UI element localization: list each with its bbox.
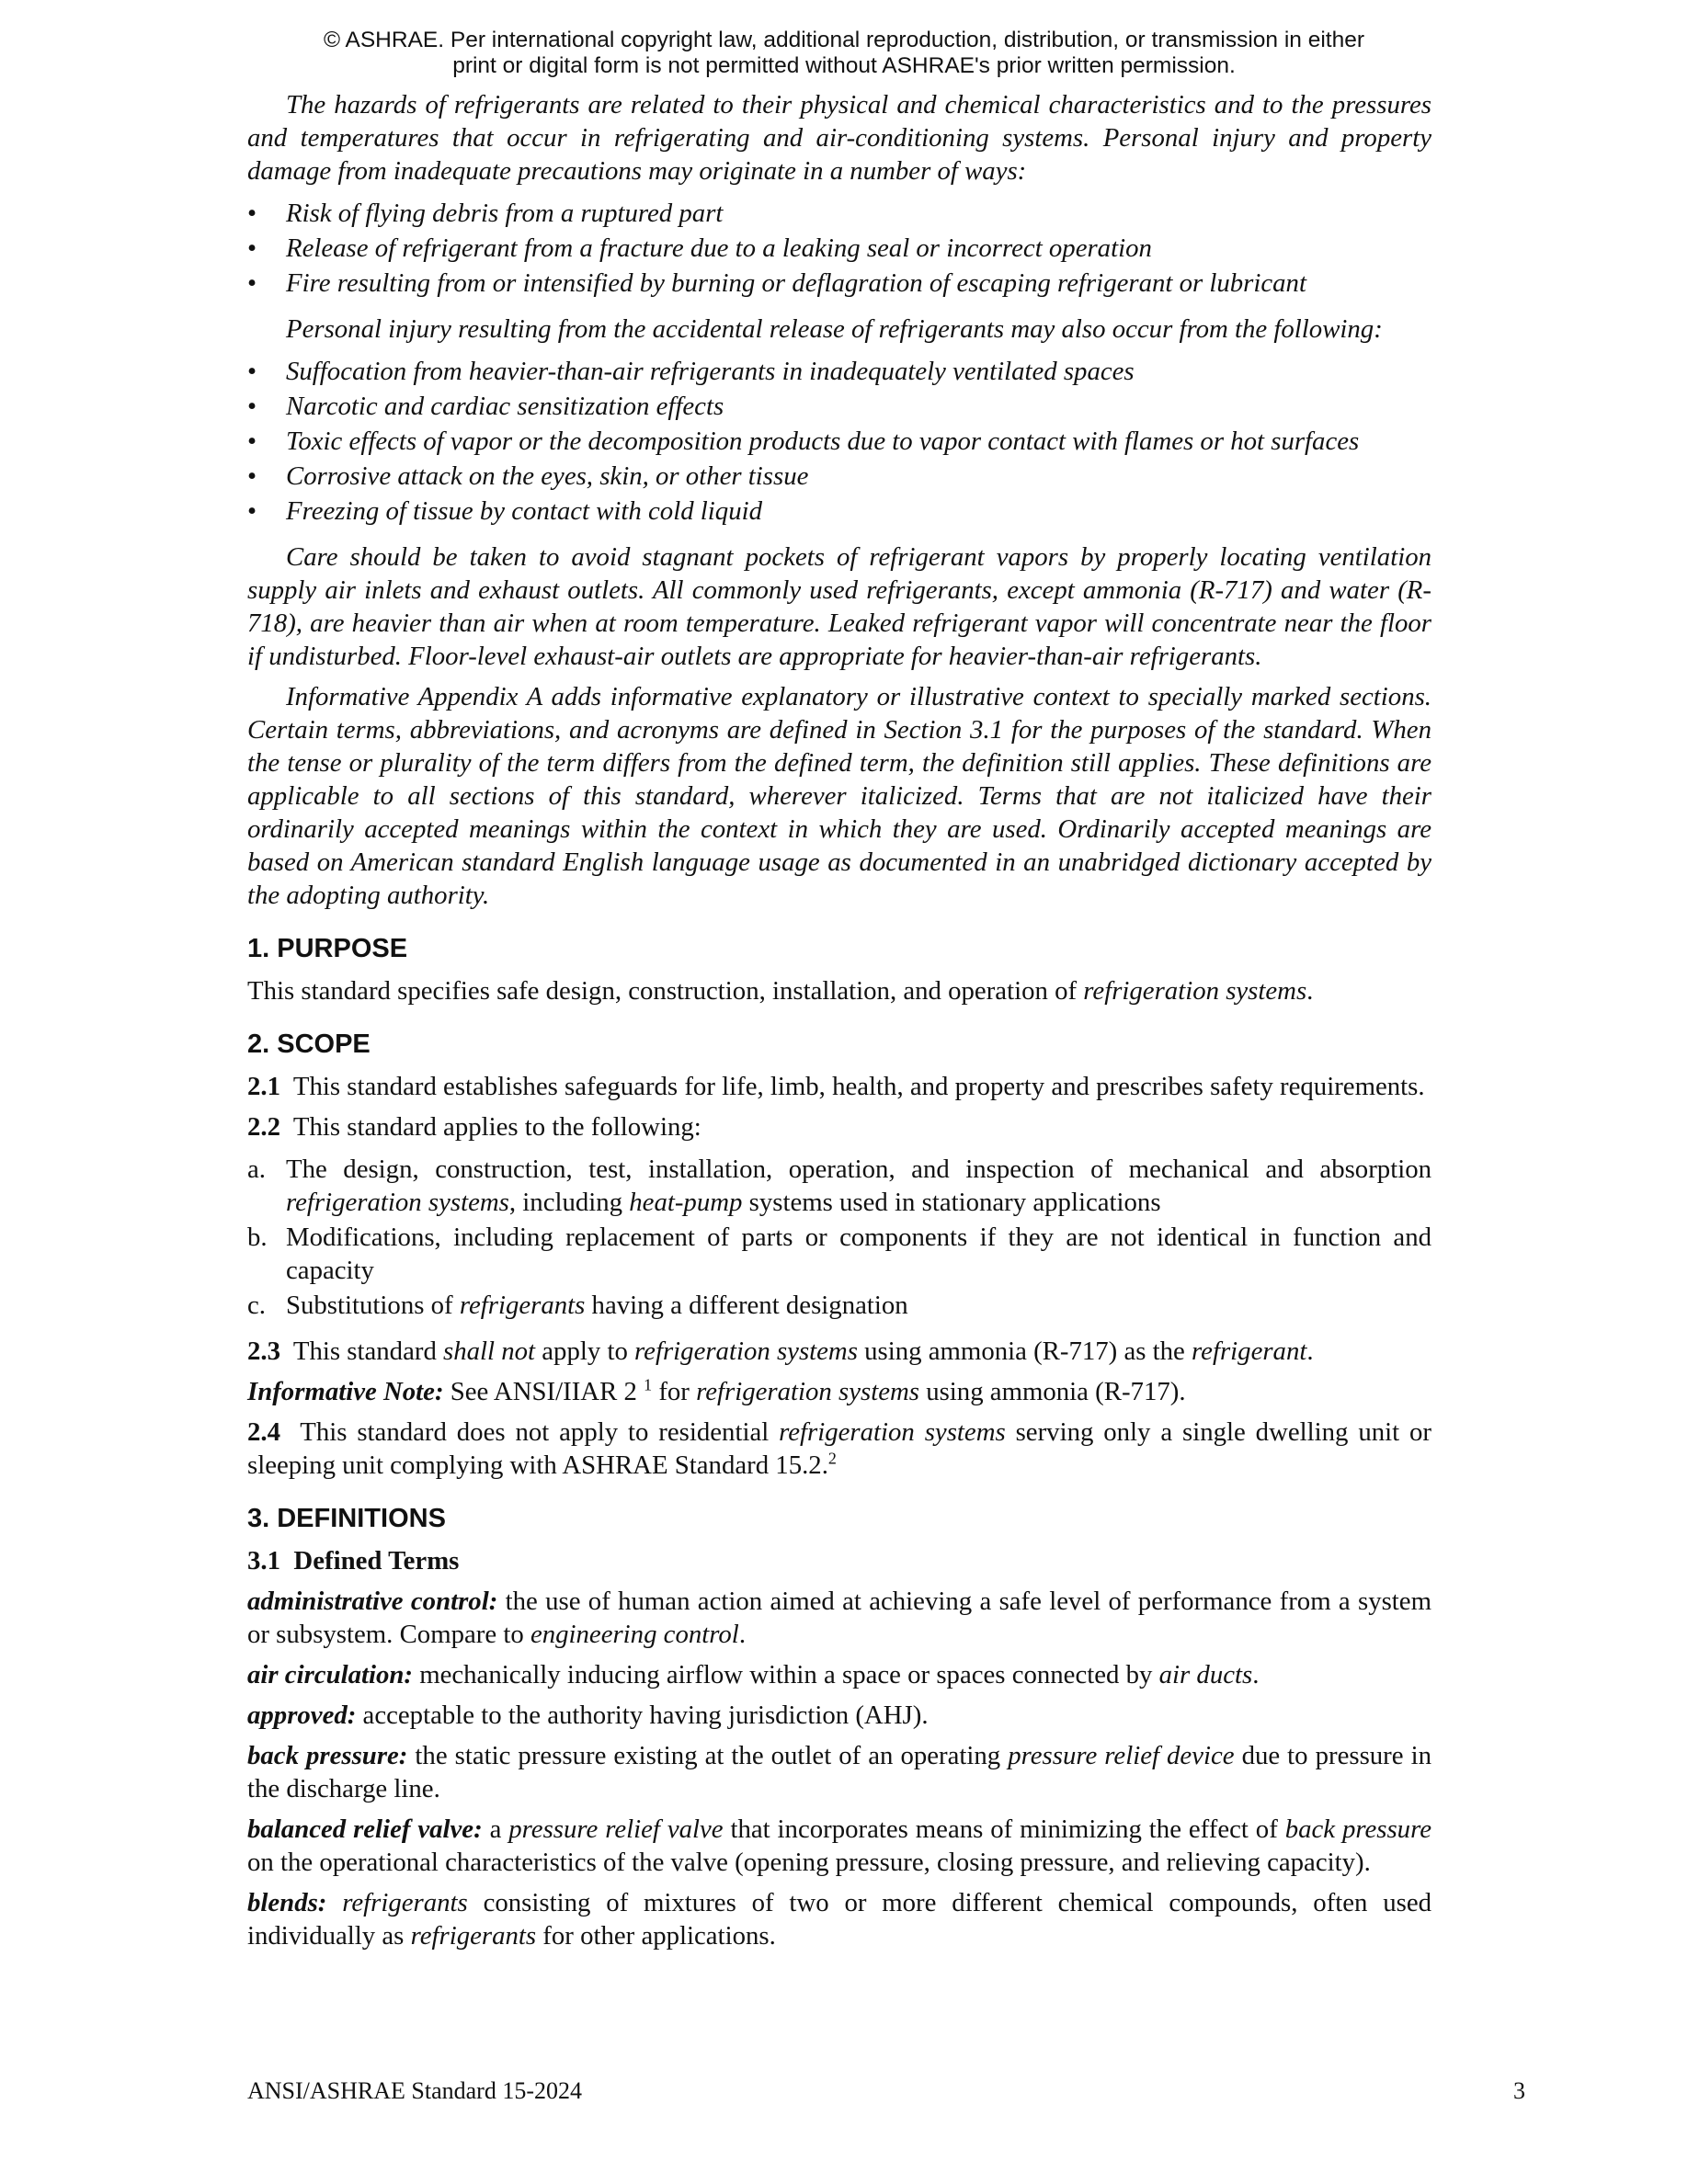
section-heading-scope: 2. SCOPE — [247, 1029, 371, 1059]
clause-2-1 — [247, 1070, 1431, 1103]
text-run: consisting of mixtures of two or more different chemical compounds, often used individually as — [247, 1888, 1432, 1951]
list-item — [247, 1221, 1431, 1287]
clause-text: This standard applies to the following: — [292, 1112, 701, 1142]
text-run: mechanically inducing airflow within a space or spaces connected by — [413, 1660, 1159, 1689]
footnote-ref[interactable]: 2 — [827, 1449, 837, 1468]
text-run — [326, 1888, 342, 1917]
bullet-marker: • — [247, 461, 257, 491]
clause-number: 2.2 — [247, 1112, 280, 1142]
text-run: for — [652, 1377, 697, 1406]
definition-blends — [247, 1886, 1431, 1952]
text-run: having a different designation — [585, 1291, 908, 1320]
foreword-intro — [247, 88, 1431, 912]
list-item — [247, 460, 1431, 493]
bullet-marker: • — [247, 496, 257, 526]
clause-number: 2.1 — [247, 1072, 280, 1101]
list-item — [247, 232, 1431, 265]
hazard-list — [247, 197, 1431, 300]
clause-text: This standard establishes safeguards for life, limb, health, and property and prescribes safety requirements. — [292, 1072, 1425, 1101]
text-run: . — [738, 1620, 747, 1649]
text-run: acceptable to the authority having jurisdiction (AHJ). — [356, 1701, 929, 1730]
bullet-marker: • — [247, 268, 257, 298]
text-run: a — [482, 1814, 509, 1844]
list-item — [247, 197, 1431, 230]
injury-list — [247, 355, 1431, 528]
text-run: Modifications, including replacement of parts or components if they are not identical in function and capacity — [286, 1223, 1431, 1285]
definition-air-circulation — [247, 1658, 1431, 1691]
list-item-text: Corrosive attack on the eyes, skin, or other tissue — [286, 461, 809, 491]
list-item-text: Freezing of tissue by contact with cold liquid — [286, 496, 763, 526]
defined-term: refrigerants — [410, 1921, 537, 1951]
clause-number: 2.4 — [247, 1417, 280, 1447]
text-run: . — [1252, 1660, 1260, 1689]
text-run: the static pressure existing at the outlet of an operating — [407, 1741, 1009, 1770]
text-run: that incorporates means of minimizing the effect of — [723, 1814, 1285, 1844]
note-label: Informative Note: — [247, 1377, 444, 1406]
term: administrative control: — [247, 1587, 498, 1616]
defined-term: refrigeration systems — [696, 1377, 919, 1406]
list-item — [247, 495, 1431, 528]
bullet-marker: • — [247, 392, 257, 421]
intro-paragraph-2: Personal injury resulting from the accidental release of refrigerants may also occur from the following: — [286, 314, 1383, 344]
defined-term: heat-pump — [629, 1188, 743, 1217]
scope-list — [247, 1153, 1431, 1322]
definition-back-pressure — [247, 1739, 1431, 1805]
text-run: . — [1306, 976, 1314, 1006]
text-run: . — [1306, 1337, 1314, 1366]
text-run: systems used in stationary applications — [742, 1188, 1161, 1217]
definition-administrative-control — [247, 1585, 1431, 1651]
list-item — [247, 1153, 1431, 1219]
list-item-text: Suffocation from heavier-than-air refrigerants in inadequately ventilated spaces — [286, 357, 1135, 386]
definition-approved — [247, 1699, 1431, 1732]
list-item — [247, 1289, 1431, 1322]
bullet-marker: • — [247, 357, 257, 386]
text-run: the use of human action aimed at achieving a safe level of performance from a system or subsystem. Compare to — [247, 1587, 1431, 1649]
text-run: using ammonia (R-717) as the — [857, 1337, 1192, 1366]
clause-2-2 — [247, 1110, 1431, 1143]
intro-paragraph-4: Informative Appendix A adds informative explanatory or illustrative context to specially marked sections. Certain terms, abbreviations, and acronyms are defined in Section 3.1 for the purposes of the standard. When the tense or plurality of the term differs from the defined term, the definition still applies. These definitions are applicable to all sections of this standard, wherever italicized. Terms that are not italicized have their ordinarily accepted meanings within the context in which they are used. Ordinarily accepted meanings are based on American standard English language usage as documented in an unabridged dictionary accepted by the adopting authority. — [247, 682, 1431, 910]
term: balanced relief valve: — [247, 1814, 483, 1844]
term: blends: — [247, 1888, 327, 1917]
purpose-text — [247, 974, 1431, 1007]
defined-term: refrigeration systems — [779, 1417, 1006, 1447]
subsection-title: Defined Terms — [293, 1546, 460, 1575]
bullet-marker: • — [247, 233, 257, 263]
term: approved: — [247, 1701, 357, 1730]
list-item — [247, 267, 1431, 300]
main-column — [247, 88, 1431, 1960]
emphasis: shall not — [443, 1337, 536, 1366]
page-number: 3 — [1513, 2077, 1525, 2104]
copyright-line-1: © ASHRAE. Per international copyright law, additional reproduction, distribution, or transmission in either — [323, 28, 1364, 52]
defined-term: pressure relief valve — [508, 1814, 724, 1844]
clause-2-3 — [247, 1335, 1431, 1368]
list-item-text: Risk of flying debris from a ruptured part — [286, 199, 724, 228]
list-item-text: Narcotic and cardiac sensitization effects — [286, 392, 724, 421]
text-run: using ammonia (R-717). — [919, 1377, 1186, 1406]
text-run: This standard — [292, 1337, 444, 1366]
clause-number: 2.3 — [247, 1337, 280, 1366]
list-marker: b. — [247, 1223, 268, 1252]
intro-paragraph-3: Care should be taken to avoid stagnant pockets of refrigerant vapors by properly locating ventilation supply air inlets and exhaust outlets. All commonly used refrigerants, except ammonia (R-717) and water (R-718), are heavier than air when at room temperature. Leaked refrigerant vapor will concentrate near the floor if undisturbed. Floor-level exhaust-air outlets are appropriate for heavier-than-air refrigerants. — [247, 542, 1431, 671]
footer-standard-title: ANSI/ASHRAE Standard 15-2024 — [247, 2077, 582, 2104]
defined-term: refrigeration systems — [286, 1188, 509, 1217]
text-run: See ANSI/IIAR 2 — [443, 1377, 644, 1406]
list-marker: a. — [247, 1155, 266, 1184]
list-item-text: Fire resulting from or intensified by burning or deflagration of escaping refrigerant or lubricant — [286, 268, 1306, 298]
list-item — [247, 425, 1431, 458]
term: air circulation: — [247, 1660, 413, 1689]
list-item-text: Toxic effects of vapor or the decomposition products due to vapor contact with flames or hot surfaces — [286, 427, 1360, 456]
text-run: serving only a single dwelling unit or sleeping unit complying with ASHRAE Standard 15.2. — [247, 1417, 1432, 1480]
informative-note — [247, 1375, 1431, 1408]
defined-term: air ducts — [1158, 1660, 1253, 1689]
defined-term: back pressure — [1284, 1814, 1431, 1844]
footnote-ref[interactable]: 1 — [644, 1375, 653, 1394]
text-run: This standard specifies safe design, construction, installation, and operation of — [247, 976, 1084, 1006]
list-marker: c. — [247, 1291, 266, 1320]
subsection-number: 3.1 — [247, 1546, 280, 1575]
list-item-text: Release of refrigerant from a fracture due to a leaking seal or incorrect operation — [286, 233, 1152, 263]
defined-term: refrigerants — [459, 1291, 586, 1320]
intro-paragraph-1: The hazards of refrigerants are related to their physical and chemical characteristics and to the pressures and temperatures that occur in refrigerating and air-conditioning systems. Personal injury and property damage from inadequate precautions may originate in a number of ways: — [247, 90, 1431, 186]
text-run: apply to — [535, 1337, 635, 1366]
defined-term: refrigeration systems — [634, 1337, 858, 1366]
list-item — [247, 355, 1431, 388]
term: back pressure: — [247, 1741, 408, 1770]
text-run: This standard does not apply to residential — [300, 1417, 780, 1447]
text-run: The design, construction, test, installation, operation, and inspection of mechanical and absorption — [286, 1155, 1431, 1184]
defined-term: engineering control — [530, 1620, 739, 1649]
bullet-marker: • — [247, 199, 257, 228]
clause-2-4 — [247, 1416, 1431, 1482]
text-run: for other applications. — [536, 1921, 776, 1951]
definition-balanced-relief-valve — [247, 1813, 1431, 1879]
bullet-marker: • — [247, 427, 257, 456]
text-run: , including — [508, 1188, 630, 1217]
defined-term: refrigerant — [1192, 1337, 1307, 1366]
text-run: due to pressure in the discharge line. — [247, 1741, 1431, 1803]
section-heading-purpose: 1. PURPOSE — [247, 934, 408, 963]
text-run: on the operational characteristics of the valve (opening pressure, closing pressure, and relieving capacity). — [247, 1848, 1371, 1877]
section-heading-definitions: 3. DEFINITIONS — [247, 1504, 446, 1533]
list-item — [247, 390, 1431, 423]
defined-term: pressure relief device — [1008, 1741, 1235, 1770]
subsection-heading-defined-terms — [247, 1544, 1431, 1577]
defined-term: refrigeration systems — [1083, 976, 1307, 1006]
text-run: Substitutions of — [286, 1291, 460, 1320]
copyright-notice — [0, 28, 1688, 79]
copyright-line-2: print or digital form is not permitted without ASHRAE's prior written permission. — [452, 53, 1236, 78]
defined-term: refrigerants — [342, 1888, 468, 1917]
